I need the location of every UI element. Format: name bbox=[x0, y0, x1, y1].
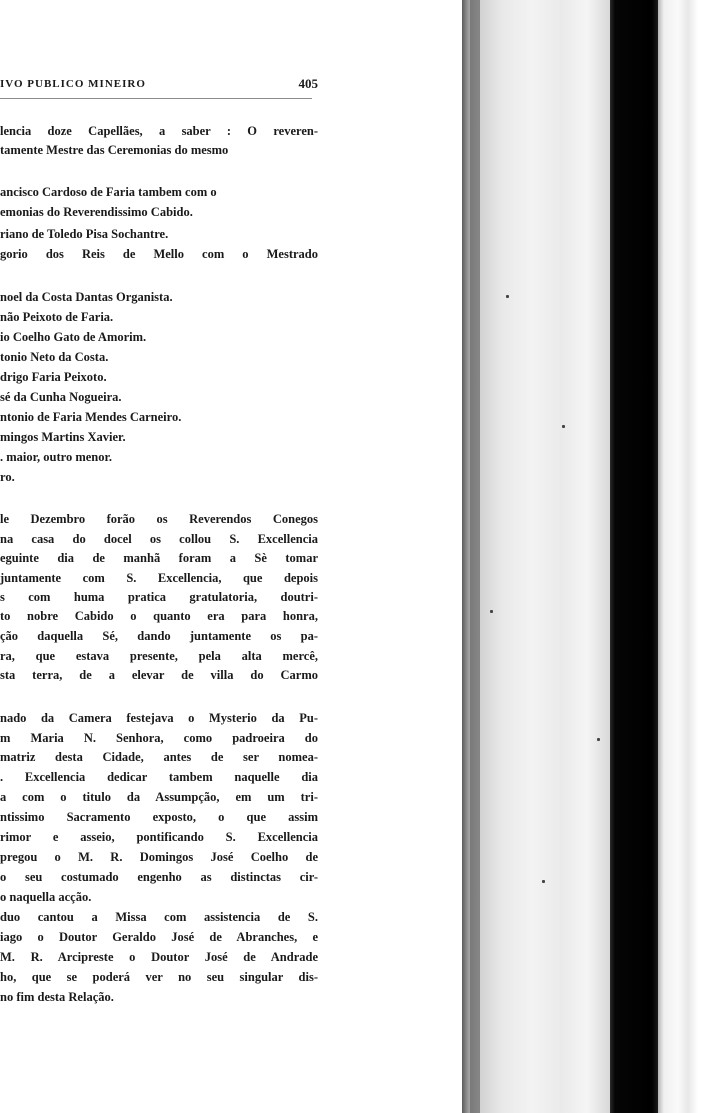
text-line: ra, que estava presente, pela alta mercê, bbox=[0, 649, 318, 663]
text-line: tonio Neto da Costa. bbox=[0, 350, 109, 364]
running-head bbox=[0, 78, 318, 96]
page-gutter-shading bbox=[462, 0, 610, 1113]
text-line: o naquella acção. bbox=[0, 890, 92, 904]
gutter-shadow-strip bbox=[470, 0, 480, 1113]
text-line: ancisco Cardoso de Faria tambem com o bbox=[0, 185, 217, 199]
text-line: ção daquella Sé, dando juntamente os pa- bbox=[0, 629, 318, 643]
text-line: o seu costumado engenho as distinctas cir- bbox=[0, 870, 318, 884]
text-line: ro. bbox=[0, 470, 15, 484]
binding-black-band bbox=[610, 0, 658, 1113]
text-line: mingos Martins Xavier. bbox=[0, 430, 126, 444]
header-rule bbox=[0, 98, 312, 99]
text-line: le Dezembro forão os Reverendos Conegos bbox=[0, 512, 318, 526]
text-line: m Maria N. Senhora, como padroeira do bbox=[0, 731, 318, 745]
text-line: matriz desta Cidade, antes de ser nomea- bbox=[0, 750, 318, 764]
text-line: io Coelho Gato de Amorim. bbox=[0, 330, 147, 344]
scanned-book-edge bbox=[462, 0, 707, 1113]
text-line: iago o Doutor Geraldo José de Abranches, e bbox=[0, 930, 318, 944]
text-line: M. R. Arcipreste o Doutor José de Andrade bbox=[0, 950, 318, 964]
text-line: eguinte dia de manhã foram a Sè tomar bbox=[0, 551, 318, 565]
running-head-title: IVO PUBLICO MINEIRO bbox=[0, 78, 146, 90]
text-line: noel da Costa Dantas Organista. bbox=[0, 290, 173, 304]
scan-speck bbox=[542, 880, 545, 883]
text-line: s com huma pratica gratulatoria, doutri- bbox=[0, 590, 318, 604]
text-line: drigo Faria Peixoto. bbox=[0, 370, 107, 384]
text-line: ho, que se poderá ver no seu singular dis- bbox=[0, 970, 318, 984]
scan-speck bbox=[506, 295, 509, 298]
page-number: 405 bbox=[298, 76, 318, 91]
text-line: no fim desta Relação. bbox=[0, 990, 114, 1004]
text-line: rimor e asseio, pontificando S. Excellencia bbox=[0, 830, 318, 844]
text-line: pregou o M. R. Domingos José Coelho de bbox=[0, 850, 318, 864]
text-line: emonias do Reverendissimo Cabido. bbox=[0, 205, 193, 219]
text-line: ntonio de Faria Mendes Carneiro. bbox=[0, 410, 182, 424]
text-line: riano de Toledo Pisa Sochantre. bbox=[0, 227, 169, 241]
text-line: gorio dos Reis de Mello com o Mestrado bbox=[0, 247, 318, 261]
scan-speck bbox=[597, 738, 600, 741]
text-line: tamente Mestre das Ceremonias do mesmo bbox=[0, 143, 229, 157]
scan-speck bbox=[562, 425, 565, 428]
text-line: ntissimo Sacramento exposto, o que assim bbox=[0, 810, 318, 824]
right-page-margin bbox=[658, 0, 707, 1113]
text-line: a com o titulo da Assumpção, em um tri- bbox=[0, 790, 318, 804]
text-line: sé da Cunha Nogueira. bbox=[0, 390, 122, 404]
text-line: juntamente com S. Excellencia, que depois bbox=[0, 571, 318, 585]
text-line: na casa do docel os collou S. Excellencia bbox=[0, 532, 318, 546]
text-line: lencia doze Capellães, a saber : O reveren- bbox=[0, 124, 318, 138]
scan-speck bbox=[490, 610, 493, 613]
text-line: duo cantou a Missa com assistencia de S. bbox=[0, 910, 318, 924]
text-line: não Peixoto de Faria. bbox=[0, 310, 114, 324]
text-line: sta terra, de a elevar de villa do Carmo bbox=[0, 668, 318, 682]
text-line: . maior, outro menor. bbox=[0, 450, 113, 464]
text-line: to nobre Cabido o quanto era para honra, bbox=[0, 609, 318, 623]
text-line: nado da Camera festejava o Mysterio da Pu- bbox=[0, 711, 318, 725]
text-line: . Excellencia dedicar tambem naquelle dia bbox=[0, 770, 318, 784]
